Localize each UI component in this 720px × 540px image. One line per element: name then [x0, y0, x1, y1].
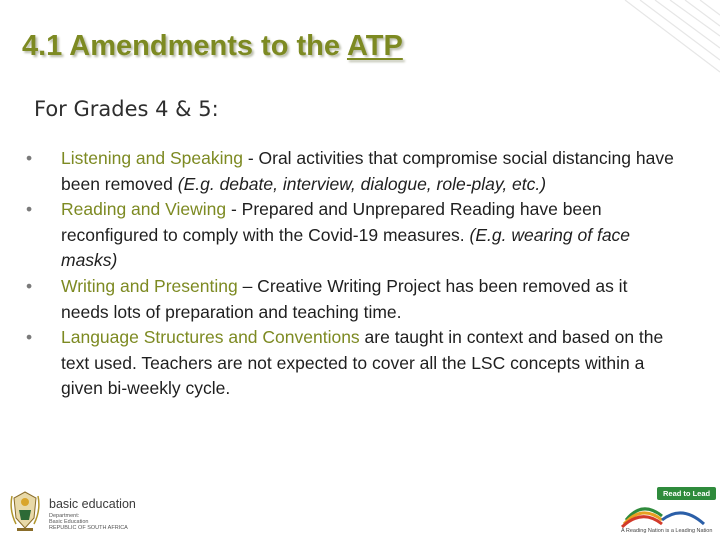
corner-decoration: [520, 0, 720, 90]
read-to-lead-badge: Read to Lead: [657, 487, 716, 500]
bullet-heading: Language Structures and Conventions: [61, 327, 360, 348]
bullet-heading: Reading and Viewing: [61, 199, 227, 220]
bullet-list: [26, 146, 676, 402]
dbe-line-1: Department:: [49, 513, 80, 519]
dbe-line-3: REPUBLIC OF SOUTH AFRICA: [49, 525, 128, 531]
bullet-body: - Oral activities that compromise social distancing have been removed: [61, 148, 674, 194]
coat-of-arms-icon: [8, 488, 42, 534]
read-to-lead-tagline: A Reading Nation is a Leading Nation: [621, 528, 713, 534]
bullet-heading: Listening and Speaking: [61, 148, 243, 168]
bullet-body: - Prepared and Unprepared Reading have been reconfigured to comply with the Covid-19 measures.: [61, 199, 602, 245]
slide-subtitle: For Grades 4 & 5:: [34, 97, 219, 121]
read-to-lead-logo: [612, 480, 712, 538]
bullet-body: – Creative Writing Project has been removed as it needs lots of preparation and teaching time.: [61, 275, 628, 322]
bullet-heading: Writing and Presenting: [61, 275, 238, 296]
dbe-logo: [8, 488, 158, 536]
bullet-italic: (E.g. wearing of face masks): [61, 224, 631, 271]
bullet-item: [26, 325, 676, 402]
slide-title: [22, 30, 403, 63]
title-prefix: 4.1 Amendments to the: [22, 30, 347, 62]
bullet-dot: •: [26, 199, 33, 220]
bullet-body: are taught in context and based on the text used. Teachers are not expected to cover all the LSC concepts within a given bi-weekly cycle.: [61, 327, 664, 399]
bullet-dot: •: [26, 148, 33, 168]
bullet-item: [26, 146, 676, 197]
bullet-dot: •: [26, 275, 33, 296]
bullet-italic: (E.g. debate, interview, dialogue, role-play, etc.): [177, 173, 547, 194]
bullet-item: [26, 274, 676, 325]
dbe-name: basic education: [49, 497, 136, 511]
dbe-line-2: Basic Education: [49, 519, 89, 525]
bullet-item: [26, 197, 676, 274]
title-accent: ATP: [346, 30, 403, 62]
bullet-dot: •: [26, 327, 33, 348]
